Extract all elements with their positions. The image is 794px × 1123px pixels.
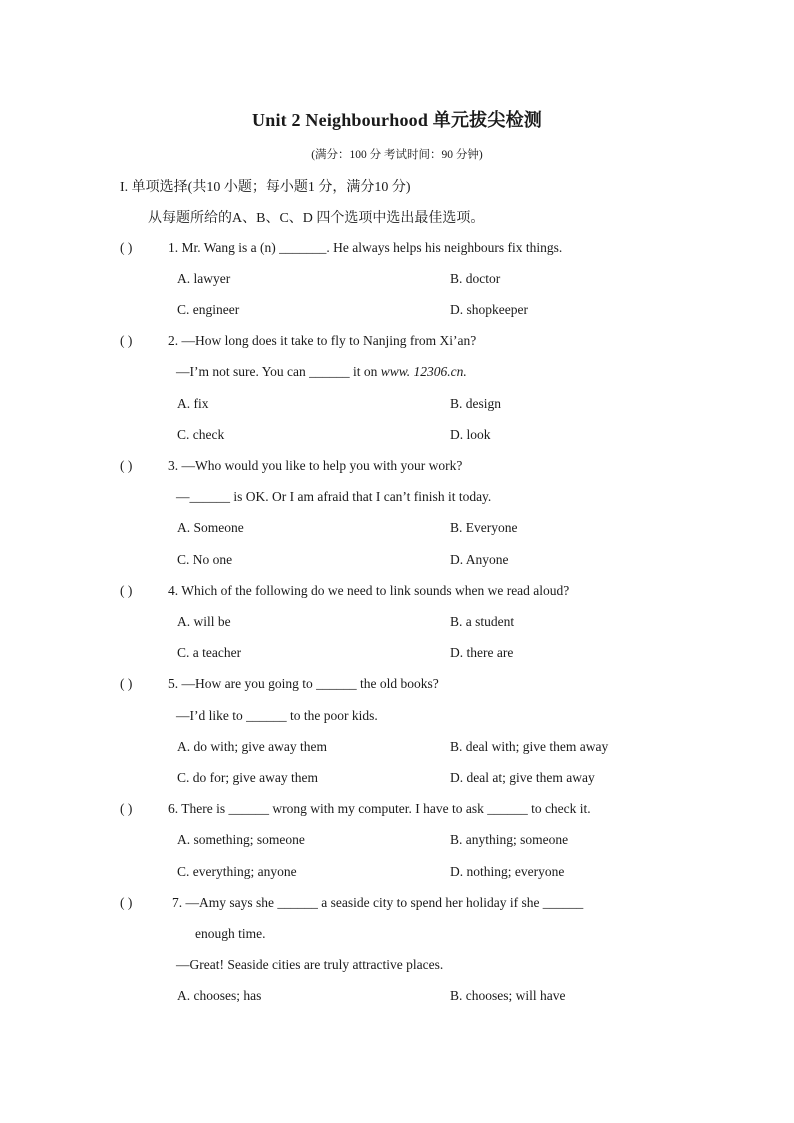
answer-blank[interactable]: ( ) bbox=[120, 583, 133, 598]
answer-blank[interactable]: ( ) bbox=[120, 240, 133, 255]
answer-blank[interactable]: ( ) bbox=[120, 895, 133, 910]
option-c: C. do for; give away them bbox=[177, 770, 318, 785]
answer-blank[interactable]: ( ) bbox=[120, 801, 133, 816]
option-b: B. a student bbox=[450, 614, 515, 629]
option-b: B. deal with; give them away bbox=[450, 739, 609, 754]
question-line-2: —I’d like to ______ to the poor kids. bbox=[176, 708, 378, 723]
question-stem: 7. —Amy says she ______ a seaside city to spend her holiday if she ______ bbox=[172, 895, 584, 910]
option-a: A. chooses; has bbox=[177, 988, 262, 1003]
option-a: A. lawyer bbox=[177, 271, 231, 286]
option-b: B. doctor bbox=[450, 271, 501, 286]
option-c: C. check bbox=[177, 427, 225, 442]
question-stem-continued: enough time. bbox=[195, 926, 266, 941]
website-url: www. 12306.cn. bbox=[380, 364, 467, 379]
question-line-text: —I’m not sure. You can ______ it on bbox=[176, 364, 381, 379]
option-b: B. design bbox=[450, 396, 502, 411]
option-c: C. engineer bbox=[177, 302, 240, 317]
section-instruction: 从每题所给的A、B、C、D 四个选项中选出最佳选项。 bbox=[148, 211, 485, 226]
question-line-2: —Great! Seaside cities are truly attractive places. bbox=[176, 957, 444, 972]
question-stem: 2. —How long does it take to fly to Nanjing from Xi’an? bbox=[168, 333, 477, 348]
question-line-2: —______ is OK. Or I am afraid that I can’t finish it today. bbox=[176, 489, 492, 504]
option-d: D. nothing; everyone bbox=[450, 864, 565, 879]
option-c: C. No one bbox=[177, 552, 233, 567]
question-stem: 1. Mr. Wang is a (n) _______. He always helps his neighbours fix things. bbox=[168, 240, 563, 255]
option-d: D. shopkeeper bbox=[450, 302, 528, 317]
option-a: A. fix bbox=[177, 396, 209, 411]
option-d: D. Anyone bbox=[450, 552, 509, 567]
option-b: B. chooses; will have bbox=[450, 988, 566, 1003]
question-stem: 6. There is ______ wrong with my computer. I have to ask ______ to check it. bbox=[168, 801, 591, 816]
option-a: A. will be bbox=[177, 614, 231, 629]
answer-blank[interactable]: ( ) bbox=[120, 676, 133, 691]
answer-blank[interactable]: ( ) bbox=[120, 458, 133, 473]
option-a: A. do with; give away them bbox=[177, 739, 327, 754]
section-heading: I. 单项选择(共10 小题；每小题1 分，满分10 分) bbox=[120, 180, 411, 195]
option-a: A. something; someone bbox=[177, 832, 305, 847]
option-d: D. deal at; give them away bbox=[450, 770, 595, 785]
option-c: C. everything; anyone bbox=[177, 864, 297, 879]
page-title: Unit 2 Neighbourhood 单元拔尖检测 bbox=[252, 110, 542, 130]
exam-info: (满分：100 分 考试时间：90 分钟) bbox=[311, 149, 483, 161]
question-stem: 5. —How are you going to ______ the old books? bbox=[168, 676, 439, 691]
option-d: D. look bbox=[450, 427, 491, 442]
question-stem: 4. Which of the following do we need to link sounds when we read aloud? bbox=[168, 583, 570, 598]
option-d: D. there are bbox=[450, 645, 514, 660]
question-stem: 3. —Who would you like to help you with your work? bbox=[168, 458, 463, 473]
answer-blank[interactable]: ( ) bbox=[120, 333, 133, 348]
option-a: A. Someone bbox=[177, 520, 244, 535]
option-c: C. a teacher bbox=[177, 645, 242, 660]
option-b: B. anything; someone bbox=[450, 832, 569, 847]
option-b: B. Everyone bbox=[450, 520, 518, 535]
question-line-2 bbox=[176, 364, 467, 380]
